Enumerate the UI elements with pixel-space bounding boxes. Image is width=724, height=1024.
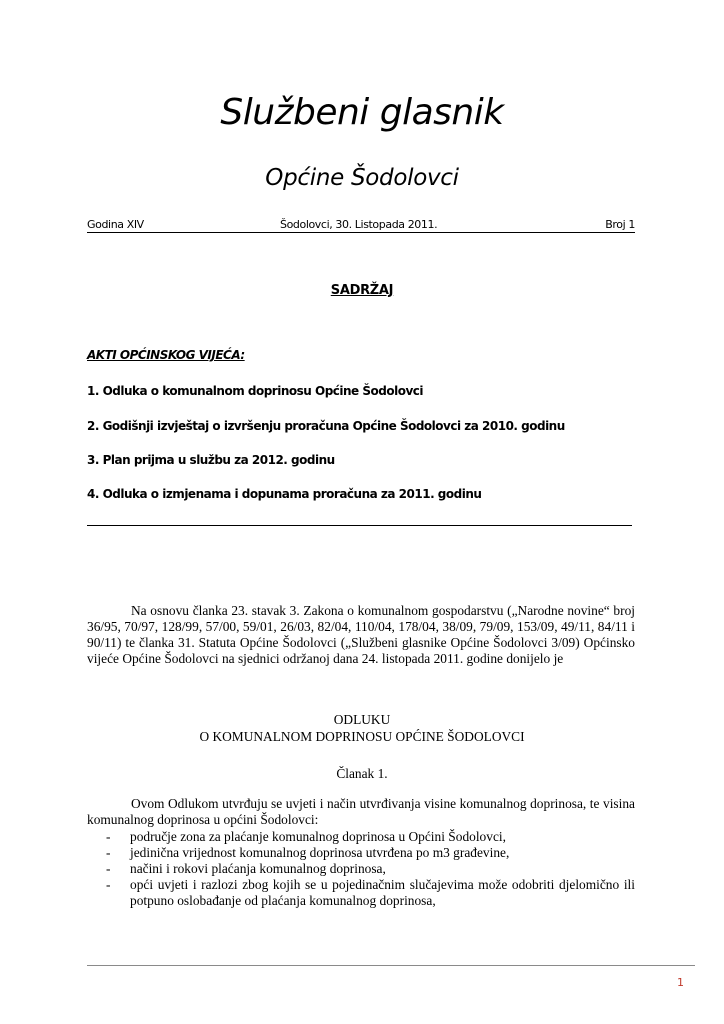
- gazette-subtitle: Općine Šodolovci: [265, 165, 459, 191]
- list-item: [87, 845, 635, 861]
- contents-heading: SADRŽAJ: [330, 283, 394, 298]
- bullet-marker: -: [106, 829, 111, 844]
- list-item-text: načini i rokovi plaćanja komunalnog doprinosa,: [130, 861, 386, 876]
- contents-divider: [87, 525, 632, 526]
- list-item: [87, 861, 635, 877]
- list-item: [87, 829, 635, 845]
- decision-subtitle: O KOMUNALNOM DOPRINOSU OPĆINE ŠODOLOVCI: [199, 729, 525, 744]
- footer-divider: [87, 965, 695, 966]
- article-bullet-list: [87, 829, 635, 909]
- list-item-text: područje zona za plaćanje komunalnog doprinosa u Općini Šodolovci,: [130, 829, 506, 844]
- preamble-paragraph: Na osnovu članka 23. stavak 3. Zakona o komunalnom gospodarstvu („Narodne novine“ broj 36/95, 70/97, 128/99, 57/00, 59/01, 26/03, 82/04, 110/04, 178/04, 38/09, 79/09, 153/09, 49/11, 84/11 i 90/11) te članka 31. Statuta Općine Šodolovci („Službeni glasnike Općine Šodolovci 3/09) Općinsko vijeće Općine Šodolovci na sjednici održanoj dana 24. listopada 2011. godine donijelo je: [87, 603, 635, 666]
- toc-item-3: 3. Plan prijma u službu za 2012. godinu: [87, 453, 335, 467]
- list-item: [87, 877, 635, 909]
- issue-number: Broj 1: [605, 218, 635, 231]
- toc-item-1: 1. Odluka o komunalnom doprinosu Općine Šodolovci: [87, 384, 423, 398]
- page-number: 1: [677, 976, 684, 989]
- toc-item-4: 4. Odluka o izmjenama i dopunama proračuna za 2011. godinu: [87, 487, 482, 501]
- bullet-marker: -: [106, 877, 111, 892]
- bullet-marker: -: [106, 845, 111, 860]
- article-paragraph: Ovom Odlukom utvrđuju se uvjeti i način utvrđivanja visine komunalnog doprinosa, te visina komunalnog doprinosa u općini Šodolovci:: [87, 796, 635, 827]
- toc-item-2: 2. Godišnji izvještaj o izvršenju proračuna Općine Šodolovci za 2010. godinu: [87, 419, 565, 433]
- list-item-text: jedinična vrijednost komunalnog doprinosa utvrđena po m3 građevine,: [130, 845, 510, 860]
- gazette-title: Službeni glasnik: [220, 92, 504, 133]
- issue-year: Godina XIV: [87, 218, 144, 231]
- list-item-text: opći uvjeti i razlozi zbog kojih se u pojedinačnim slučajevima može odobriti djelomično ili potpuno oslobađanje od plaćanja komunalnog doprinosa,: [130, 877, 635, 908]
- contents-section-heading: AKTI OPĆINSKOG VIJEĆA:: [87, 348, 245, 362]
- decision-title: ODLUKU: [333, 712, 391, 727]
- issue-line: [87, 218, 635, 233]
- bullet-marker: -: [106, 861, 111, 876]
- issue-place-date: Šodolovci, 30. Listopada 2011.: [280, 218, 438, 231]
- article-label: Članak 1.: [336, 766, 388, 781]
